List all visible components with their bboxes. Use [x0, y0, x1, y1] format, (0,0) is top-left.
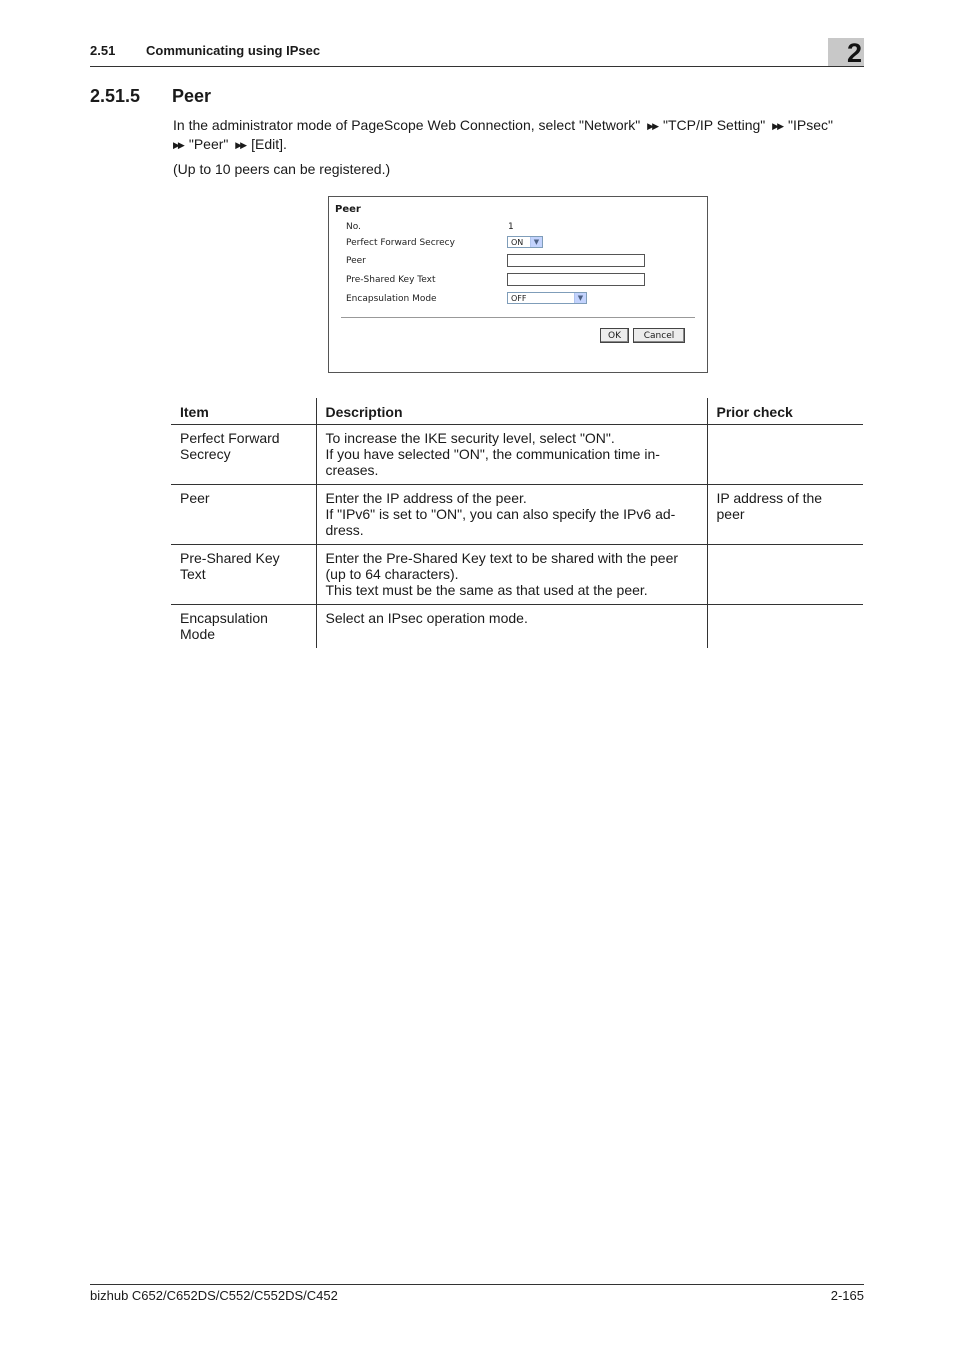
arrow-icon: ▶▶	[235, 140, 246, 150]
pfs-select-value: ON	[511, 238, 524, 247]
cell-line: To increase the IKE security level, select "ON".	[325, 430, 615, 446]
cell-description	[316, 545, 707, 605]
intro-step-ipsec: "IPsec"	[788, 117, 833, 133]
cell-item	[171, 545, 316, 605]
header-section-number: 2.51	[90, 43, 116, 58]
cell-line: creases.	[325, 462, 379, 478]
cell-line: Secrecy	[180, 446, 231, 462]
cell-line: Select an IPsec operation mode.	[325, 610, 528, 626]
cell-line: If "IPv6" is set to "ON", you can also specify the IPv6 ad-	[325, 506, 676, 522]
cell-line: Enter the IP address of the peer.	[325, 490, 527, 506]
encap-select[interactable]	[507, 292, 587, 304]
table-row	[171, 545, 863, 605]
peer-input[interactable]	[507, 254, 645, 267]
cell-line: Enter the Pre-Shared Key text to be shared with the peer	[325, 550, 679, 566]
cell-line: Pre-Shared Key	[180, 550, 280, 566]
heading-title: Peer	[172, 86, 212, 106]
cell-line: Text	[180, 566, 206, 582]
col-header-item: Item	[171, 398, 316, 425]
cell-prior-check	[707, 605, 863, 649]
cell-line: This text must be the same as that used at the peer.	[325, 582, 648, 598]
footer-page-number: 2-165	[830, 1288, 864, 1303]
pfs-label: Perfect Forward Secrecy	[346, 238, 455, 248]
cell-description	[316, 485, 707, 545]
chapter-number: 2	[846, 38, 862, 68]
footer-model: bizhub C652/C652DS/C552/C552DS/C452	[90, 1288, 338, 1303]
arrow-icon: ▶▶	[173, 140, 183, 150]
arrow-icon: ▶▶	[647, 121, 657, 131]
cell-line: (up to 64 characters).	[325, 566, 459, 582]
col-header-prior-check: Prior check	[707, 398, 863, 425]
cell-description	[316, 425, 707, 485]
running-header	[90, 40, 864, 67]
table-row	[171, 425, 863, 485]
cell-item	[171, 605, 316, 649]
cell-description	[316, 605, 707, 649]
encap-label: Encapsulation Mode	[346, 294, 437, 304]
cell-prior-check	[707, 485, 863, 545]
peer-settings-screenshot	[328, 196, 708, 373]
col-header-description: Description	[316, 398, 707, 425]
cell-line: If you have selected "ON", the communication time in-	[325, 446, 660, 462]
chapter-tab	[828, 38, 864, 66]
table-row	[171, 485, 863, 545]
no-value: 1	[508, 222, 514, 232]
cell-line: Mode	[180, 626, 216, 642]
page-title	[90, 86, 211, 107]
cell-item	[171, 425, 316, 485]
intro-note: (Up to 10 peers can be registered.)	[173, 161, 391, 177]
peer-label: Peer	[346, 256, 366, 266]
pfs-select[interactable]	[507, 236, 543, 248]
arrow-icon: ▶▶	[772, 121, 783, 131]
intro-prefix: In the administrator mode of PageScope Web Connection, select "Network"	[173, 117, 641, 133]
intro-step-edit: [Edit].	[251, 136, 287, 152]
divider	[341, 317, 695, 318]
settings-table	[171, 398, 863, 648]
ok-button[interactable]: OK	[600, 328, 629, 343]
no-label: No.	[346, 222, 361, 232]
cell-prior-check	[707, 545, 863, 605]
cell-line: Encapsulation	[180, 610, 268, 626]
psk-input[interactable]	[507, 273, 645, 286]
table-row	[171, 605, 863, 649]
cell-line: dress.	[325, 522, 364, 538]
table-header-row	[171, 398, 863, 425]
chevron-down-icon: ▼	[574, 293, 586, 303]
header-section-title: Communicating using IPsec	[146, 43, 321, 58]
psk-label: Pre-Shared Key Text	[346, 275, 436, 285]
encap-select-value: OFF	[511, 294, 527, 303]
cell-prior-check	[707, 425, 863, 485]
chevron-down-icon: ▼	[530, 237, 542, 247]
screenshot-title: Peer	[335, 204, 361, 215]
cell-line: peer	[716, 506, 745, 522]
cancel-button[interactable]: Cancel	[633, 328, 685, 343]
intro-paragraph	[173, 116, 863, 154]
intro-step-tcpip: "TCP/IP Setting"	[663, 117, 766, 133]
cell-line: IP address of the	[716, 490, 823, 506]
intro-step-peer: "Peer"	[188, 136, 229, 152]
page-footer	[90, 1284, 864, 1303]
cell-line: Perfect Forward	[180, 430, 280, 446]
cell-line: Peer	[180, 490, 210, 506]
cell-item	[171, 485, 316, 545]
heading-number: 2.51.5	[90, 86, 141, 106]
